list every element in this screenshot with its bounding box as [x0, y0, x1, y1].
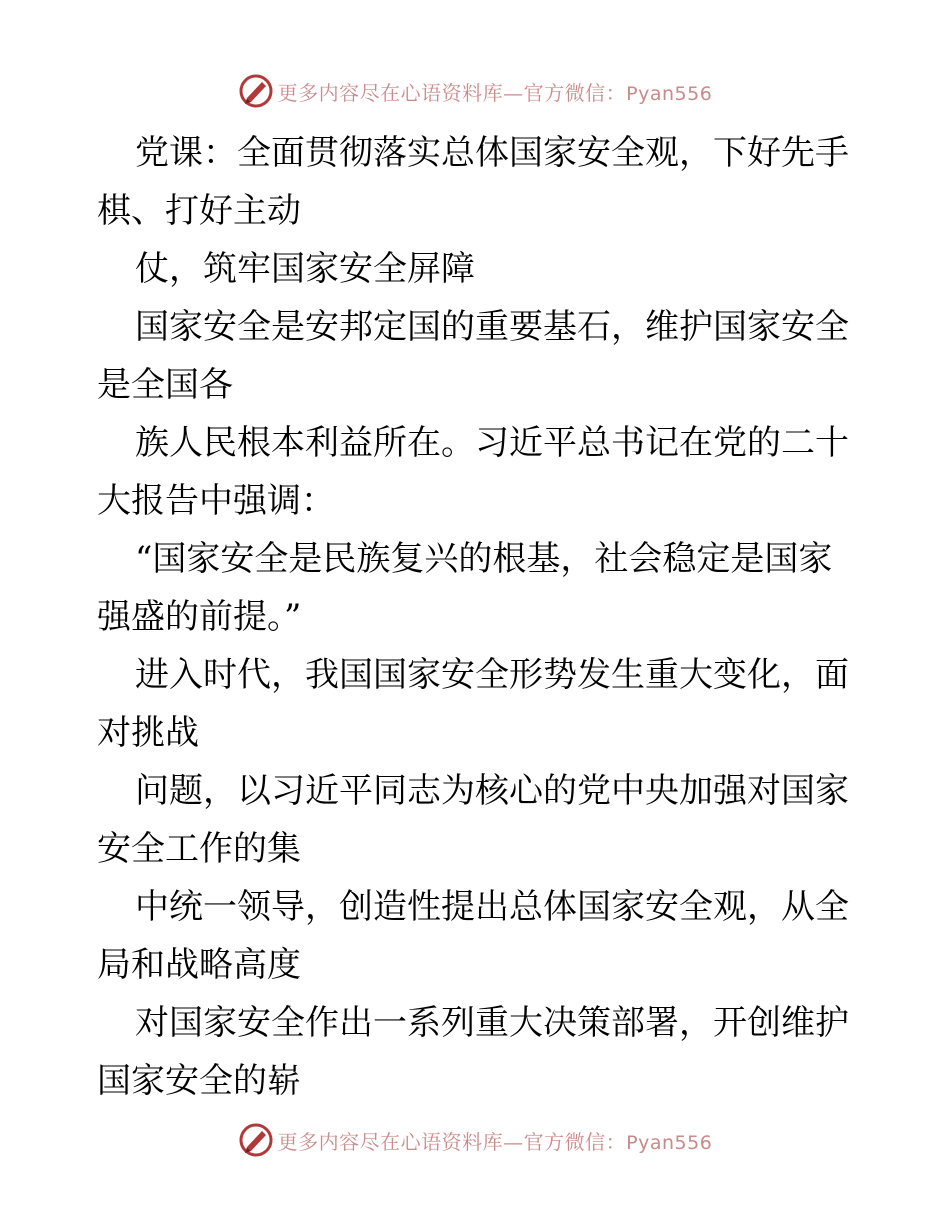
footer-banner-text [278, 1126, 713, 1155]
text-line: 棋、打好主动 [97, 191, 301, 231]
body-text [97, 124, 857, 1110]
text-line: 大报告中强调： [97, 481, 335, 521]
header-banner [0, 71, 950, 111]
text-line: 对国家安全作出一系列重大决策部署，开创维护 [135, 1003, 849, 1043]
footer-banner-label: 更多内容尽在心语资料库—官方微信： [277, 1129, 627, 1154]
text-line: 局和战略高度 [97, 945, 301, 985]
footer-wechat-id: Pyan556 [626, 1131, 713, 1154]
footer-banner [0, 1120, 950, 1160]
pen-logo-icon [238, 73, 274, 109]
text-line: 中统一领导，创造性提出总体国家安全观，从全 [135, 887, 849, 927]
text-line: 党课：全面贯彻落实总体国家安全观，下好先手 [135, 133, 849, 173]
pen-logo-icon [238, 1122, 274, 1158]
text-line: 对挑战 [97, 713, 199, 753]
header-banner-label: 更多内容尽在心语资料库—官方微信： [277, 80, 627, 105]
header-banner-text [278, 77, 713, 106]
text-line: 安全工作的集 [97, 829, 301, 869]
text-line: 进入时代，我国国家安全形势发生重大变化，面 [135, 655, 849, 695]
text-line: “国家安全是民族复兴的根基，社会稳定是国家 [135, 539, 833, 579]
text-line: 问题，以习近平同志为核心的党中央加强对国家 [135, 771, 849, 811]
text-line: 仗，筑牢国家安全屏障 [135, 249, 475, 289]
text-line: 强盛的前提。” [97, 597, 302, 637]
text-line: 国家安全的崭 [97, 1061, 301, 1101]
text-line: 国家安全是安邦定国的重要基石，维护国家安全 [135, 307, 849, 347]
text-line: 是全国各 [97, 365, 233, 405]
text-line: 族人民根本利益所在。习近平总书记在党的二十 [135, 423, 849, 463]
header-wechat-id: Pyan556 [626, 82, 713, 105]
